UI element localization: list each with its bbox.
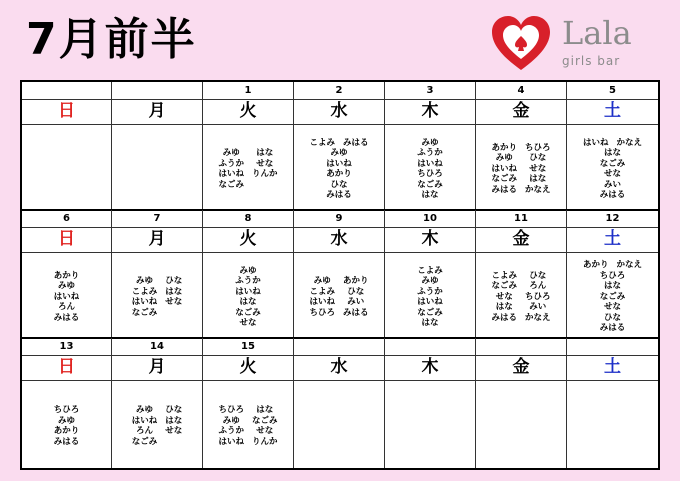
staff-list — [296, 260, 382, 334]
staff-name: せな — [603, 169, 621, 179]
staff-name: はいね — [235, 286, 261, 297]
staff-name: みゆ — [57, 281, 75, 292]
staff-name: みはる — [326, 190, 352, 200]
staff-name: みはる — [343, 307, 369, 318]
staff-name: はいね — [218, 436, 244, 447]
staff-name: かなえ — [616, 137, 643, 148]
staff-list — [24, 260, 109, 334]
staff-name: なごみ — [491, 174, 517, 185]
staff-name: あかり — [326, 169, 352, 179]
date-number: 5 — [567, 82, 658, 100]
staff-list — [205, 132, 291, 206]
staff-name: みゆ — [57, 415, 75, 426]
day-of-week-label: 火 — [203, 227, 293, 253]
staff-name: なごみ — [218, 179, 244, 190]
day-cell — [385, 82, 476, 210]
staff-name: はいね — [309, 297, 335, 307]
day-of-week-label: 木 — [385, 227, 475, 253]
day-cell — [203, 338, 294, 468]
day-cell — [22, 210, 112, 338]
staff-name: はいね — [417, 297, 443, 307]
staff-list — [114, 260, 200, 334]
day-cell — [476, 338, 567, 468]
day-of-week-label: 月 — [112, 227, 202, 253]
staff-name: みゆ — [222, 415, 240, 426]
date-number: 9 — [294, 210, 384, 228]
calendar-week — [22, 210, 658, 338]
staff-name: せな — [256, 426, 274, 436]
staff-name: あかり — [53, 270, 80, 281]
staff-list — [478, 132, 564, 206]
staff-name: りんか — [252, 436, 278, 447]
date-number: 2 — [294, 82, 384, 100]
staff-name: なごみ — [131, 436, 158, 447]
staff-list — [114, 388, 200, 464]
staff-names — [218, 148, 277, 190]
day-of-week-label: 月 — [112, 99, 202, 125]
staff-name: ふうか — [218, 426, 244, 436]
staff-name: はな — [529, 174, 547, 185]
day-of-week-label: 木 — [385, 99, 475, 125]
staff-names — [54, 405, 80, 447]
staff-name: みゆ — [330, 148, 348, 158]
staff-names — [132, 405, 183, 447]
staff-name: みゆ — [421, 137, 439, 148]
staff-names — [309, 276, 368, 318]
staff-names — [309, 138, 368, 201]
staff-name: ひな — [603, 312, 621, 323]
staff-name: みはる — [53, 436, 80, 447]
day-cell — [112, 338, 203, 468]
brand-logo — [490, 15, 650, 75]
schedule-calendar — [20, 80, 660, 470]
staff-names — [54, 271, 80, 324]
staff-name: はな — [165, 286, 183, 297]
staff-name: みゆ — [495, 153, 513, 164]
staff-name: みはる — [599, 323, 626, 334]
staff-name: ふうか — [218, 158, 244, 169]
staff-names — [132, 276, 183, 318]
date-number: 12 — [567, 210, 658, 228]
date-number: 3 — [385, 82, 475, 100]
page-title: 7月前半 — [26, 14, 197, 65]
staff-name: みい — [529, 302, 547, 313]
staff-name: はな — [603, 148, 621, 158]
staff-list — [478, 260, 564, 334]
staff-name: ちひろ — [525, 291, 551, 302]
staff-name: はいね — [53, 291, 80, 302]
day-cell — [203, 82, 294, 210]
staff-name: ちひろ — [53, 405, 80, 415]
staff-name: みはる — [491, 184, 517, 195]
day-of-week-label: 水 — [294, 99, 384, 125]
day-of-week-label: 土 — [567, 99, 658, 125]
staff-name: ちひろ — [417, 169, 443, 179]
staff-names — [583, 260, 642, 334]
staff-name: みゆ — [239, 265, 257, 276]
staff-name: はな — [239, 297, 257, 307]
date-number: 11 — [476, 210, 566, 228]
day-of-week-label: 金 — [476, 355, 566, 381]
staff-name: なごみ — [417, 179, 443, 190]
date-number: 15 — [203, 338, 293, 356]
brand-name: Lala — [562, 14, 632, 52]
staff-name: ちひろ — [525, 142, 551, 153]
day-of-week-label: 金 — [476, 227, 566, 253]
staff-name: なごみ — [491, 281, 517, 292]
staff-names — [417, 138, 443, 201]
date-number: 10 — [385, 210, 475, 228]
day-cell — [22, 82, 112, 210]
staff-name: せな — [165, 426, 183, 436]
staff-list — [387, 132, 473, 206]
date-number — [112, 82, 202, 100]
date-number: 1 — [203, 82, 293, 100]
staff-name: こよみ — [417, 265, 443, 276]
staff-name: みはる — [491, 312, 517, 323]
staff-name: みはる — [53, 312, 80, 323]
staff-name: なごみ — [599, 291, 626, 302]
day-cell — [22, 338, 112, 468]
staff-name: ひな — [529, 270, 547, 281]
date-number — [385, 338, 475, 356]
date-number: 7 — [112, 210, 202, 228]
staff-names — [491, 143, 550, 196]
day-cell — [476, 82, 567, 210]
staff-list — [296, 132, 382, 206]
staff-names — [235, 266, 261, 329]
staff-name: みゆ — [135, 276, 153, 286]
staff-names — [218, 405, 277, 447]
staff-name: みい — [347, 297, 365, 307]
day-cell — [112, 210, 203, 338]
staff-name: あかり — [53, 426, 80, 436]
date-number — [476, 338, 566, 356]
staff-name: せな — [603, 302, 621, 313]
staff-list — [24, 388, 109, 464]
staff-name: ろん — [57, 302, 75, 313]
staff-name: せな — [529, 163, 547, 174]
date-number: 14 — [112, 338, 202, 356]
staff-name: こよみ — [309, 286, 335, 297]
staff-name: なごみ — [599, 158, 626, 169]
staff-name: はいね — [131, 297, 158, 307]
staff-name: はいね — [491, 163, 517, 174]
staff-name: みい — [603, 179, 621, 190]
staff-name: ひな — [165, 276, 183, 286]
staff-name: ちひろ — [218, 405, 244, 415]
staff-list — [387, 260, 473, 334]
date-number: 8 — [203, 210, 293, 228]
day-of-week-label: 土 — [567, 227, 658, 253]
staff-name: せな — [239, 318, 257, 328]
calendar-week — [22, 82, 658, 210]
staff-name: かなえ — [616, 260, 643, 271]
staff-name: せな — [495, 291, 513, 302]
staff-name: はいね — [218, 169, 244, 179]
staff-name: なごみ — [417, 307, 443, 318]
staff-name: かなえ — [525, 184, 551, 195]
staff-name: なごみ — [131, 307, 158, 318]
staff-name: はな — [256, 148, 274, 158]
staff-name: はいね — [417, 158, 443, 169]
heart-logo-icon — [490, 15, 552, 73]
day-cell — [567, 210, 658, 338]
staff-names — [583, 138, 642, 201]
day-of-week-label: 水 — [294, 355, 384, 381]
staff-name: はな — [165, 415, 183, 426]
date-number: 4 — [476, 82, 566, 100]
staff-name: ひな — [165, 405, 183, 415]
date-number: 6 — [22, 210, 111, 228]
day-cell — [385, 338, 476, 468]
staff-names — [417, 266, 443, 329]
staff-name: はな — [421, 190, 439, 200]
staff-name: みゆ — [222, 148, 240, 158]
day-of-week-label: 木 — [385, 355, 475, 381]
staff-name: はな — [603, 281, 621, 292]
staff-name: ふうか — [235, 276, 261, 286]
staff-name: せな — [256, 158, 274, 169]
staff-name: はいね — [582, 137, 609, 148]
staff-list — [569, 132, 656, 206]
day-of-week-label: 日 — [22, 355, 111, 381]
staff-list — [569, 260, 656, 334]
day-cell — [567, 82, 658, 210]
staff-name: あかり — [343, 276, 369, 286]
staff-name: りんか — [252, 169, 278, 179]
staff-list — [205, 388, 291, 464]
staff-name: せな — [165, 297, 183, 307]
staff-name: みはる — [343, 137, 369, 148]
staff-name: あかり — [491, 142, 517, 153]
day-of-week-label: 土 — [567, 355, 658, 381]
staff-name: はな — [421, 318, 439, 328]
staff-name: かなえ — [525, 312, 551, 323]
staff-name: ちひろ — [309, 307, 335, 318]
staff-name: ろん — [135, 426, 153, 436]
staff-name: ひな — [330, 179, 348, 190]
day-of-week-label: 火 — [203, 99, 293, 125]
day-of-week-label: 金 — [476, 99, 566, 125]
staff-names — [491, 271, 550, 324]
staff-name: はな — [495, 302, 513, 313]
day-cell — [294, 210, 385, 338]
brand-subtitle: girls bar — [562, 54, 621, 68]
day-of-week-label: 火 — [203, 355, 293, 381]
date-number: 13 — [22, 338, 111, 356]
day-of-week-label: 日 — [22, 227, 111, 253]
staff-name: ちひろ — [599, 270, 626, 281]
staff-name: こよみ — [491, 270, 517, 281]
day-of-week-label: 日 — [22, 99, 111, 125]
day-of-week-label: 月 — [112, 355, 202, 381]
staff-name: みはる — [599, 190, 626, 200]
staff-name: ひな — [347, 286, 365, 297]
staff-name: はな — [256, 405, 274, 415]
day-cell — [294, 338, 385, 468]
day-cell — [385, 210, 476, 338]
date-number — [294, 338, 384, 356]
staff-name: ひな — [529, 153, 547, 164]
staff-name: みゆ — [313, 276, 331, 286]
staff-name: ふうか — [417, 286, 443, 297]
day-cell — [567, 338, 658, 468]
staff-name: こよみ — [131, 286, 158, 297]
staff-name: ふうか — [417, 148, 443, 158]
calendar-week — [22, 338, 658, 468]
staff-name: ろん — [529, 281, 547, 292]
staff-list — [205, 260, 291, 334]
staff-name: あかり — [582, 260, 609, 271]
staff-name: こよみ — [309, 137, 335, 148]
day-cell — [112, 82, 203, 210]
staff-name: みゆ — [421, 276, 439, 286]
day-cell — [294, 82, 385, 210]
staff-name: はいね — [326, 158, 352, 169]
staff-name: みゆ — [135, 405, 153, 415]
date-number — [567, 338, 658, 356]
staff-name: なごみ — [252, 415, 278, 426]
day-cell — [476, 210, 567, 338]
day-of-week-label: 水 — [294, 227, 384, 253]
staff-name: はいね — [131, 415, 158, 426]
staff-name: なごみ — [235, 307, 261, 318]
day-cell — [203, 210, 294, 338]
date-number — [22, 82, 111, 100]
